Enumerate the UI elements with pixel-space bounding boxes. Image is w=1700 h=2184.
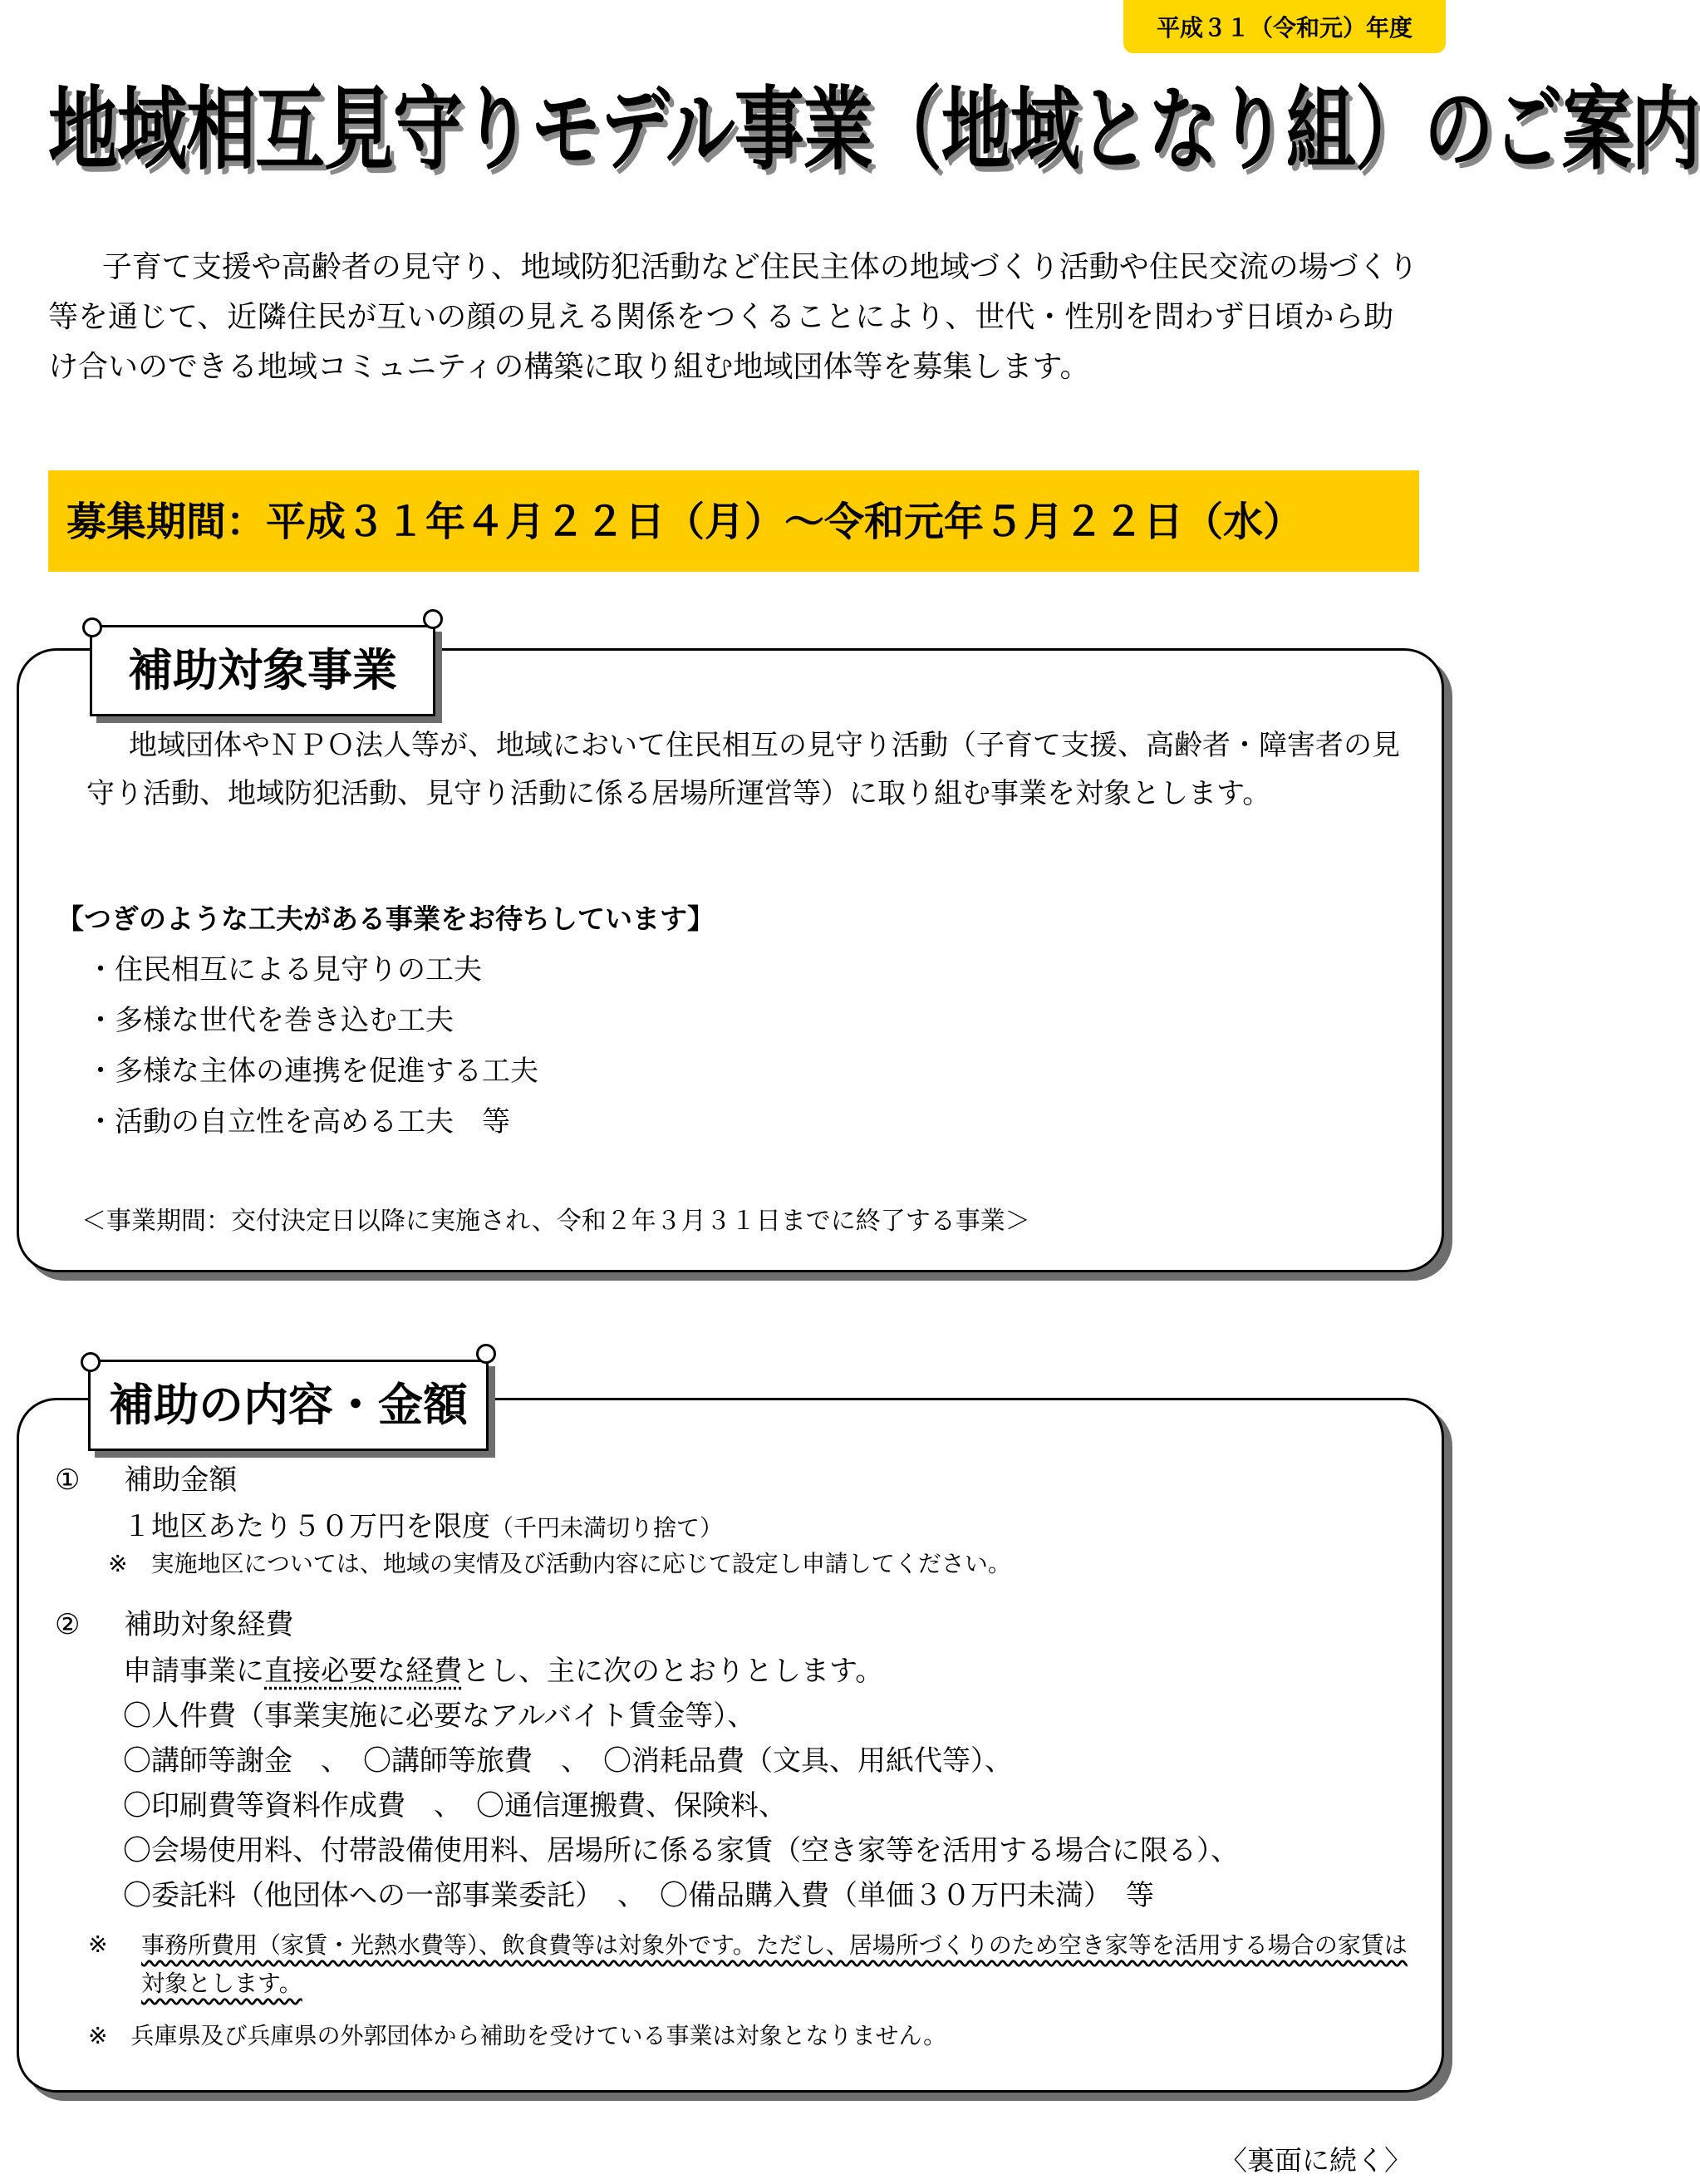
list-item: ・多様な世代を巻き込む工夫	[86, 1004, 454, 1037]
page-title: 地域相互見守りモデル事業（地域となり組）のご案内	[48, 76, 1700, 183]
item1-title	[55, 1456, 237, 1504]
heading-text: 補助の内容・金額	[109, 1379, 468, 1431]
scroll-curl-icon	[476, 1344, 496, 1364]
subsidy-limit: １地区あたり５０万円を限度	[123, 1510, 490, 1543]
list-item: 〇人件費（事業実施に必要なアルバイト賃金等）、	[123, 1699, 756, 1733]
list-item: 〇講師等謝金 、 〇講師等旅費 、 〇消耗品費（文具、用紙代等）、	[123, 1744, 1013, 1778]
scroll-curl-icon	[423, 609, 443, 629]
list-item: 〇会場使用料、付帯設備使用料、居場所に係る家賃（空き家等を活用する場合に限る）、	[123, 1834, 1239, 1867]
note-mark: ※	[88, 1931, 108, 1958]
scroll-curl-icon	[82, 617, 102, 637]
lead-text: とし、主に次のとおりとします。	[462, 1655, 884, 1688]
intro-paragraph: 子育て支援や高齢者の見守り、地域防犯活動など住民主体の地域づくり活動や住民交流の場づくり等を通じて、近隣住民が互いの顔の見える関係をつくることにより、世代・性別を問わず日頃から助け合いのできる地域コミュニティの構築に取り組む地域団体等を募集します。	[48, 250, 1418, 384]
project-period-note: ＜事業期間：交付決定日以降に実施され、令和２年３月３１日までに終了する事業＞	[81, 1207, 1030, 1236]
item2-lead	[123, 1647, 883, 1695]
item2-title	[55, 1601, 293, 1649]
fiscal-year-badge: 平成３１（令和元）年度	[1123, 0, 1446, 53]
item-number: ①	[55, 1463, 81, 1497]
item1-amount	[123, 1503, 723, 1552]
lead-emphasis: 直接必要な経費	[264, 1655, 462, 1688]
lead-text: 申請事業に	[123, 1655, 264, 1688]
scroll-curl-icon	[81, 1352, 101, 1372]
continued-on-back: 〈裏面に続く〉	[1220, 2144, 1412, 2177]
list-item: ・住民相互による見守りの工夫	[86, 953, 482, 986]
exclusion-note: ※ 兵庫県及び兵庫県の外郭団体から補助を受けている事業は対象となりません。	[88, 2022, 947, 2049]
section-subsidy-amount-heading	[88, 1360, 489, 1451]
item-title: 補助対象経費	[124, 1608, 294, 1641]
list-item: 〇印刷費等資料作成費 、 〇通信運搬費、保険料、	[123, 1789, 787, 1822]
rounding-note: （千円未満切り捨て）	[490, 1514, 724, 1542]
note-text: 事務所費用（家賃・光熱水費等）、飲食費等は対象外です。ただし、居場所づくりのため空き家等を活用する場合の家賃は対象とします。	[141, 1931, 1408, 1997]
section-target-projects-heading	[90, 625, 435, 716]
expense-list	[123, 1692, 1419, 1916]
list-item: 〇委託料（他団体への一部事業委託） 、 〇備品購入費（単価３０万円未満） 等	[123, 1879, 1154, 1912]
wanted-heading: 【つぎのような工夫がある事業をお待ちしています】	[57, 903, 715, 935]
item1-note: ※ 実施地区については、地域の実情及び活動内容に応じて設定し申請してください。	[108, 1550, 1011, 1577]
item-number: ②	[55, 1608, 81, 1641]
list-item: ・活動の自立性を高める工夫 等	[86, 1105, 510, 1139]
recruitment-period-banner: 募集期間：平成３１年４月２２日（月）～令和元年５月２２日（水）	[48, 470, 1419, 572]
heading-text: 補助対象事業	[128, 644, 397, 696]
wanted-list	[86, 946, 1333, 1149]
section1-description: 地域団体やＮＰＯ法人等が、地域において住民相互の見守り活動（子育て支援、高齢者・障害者の見守り活動、地域防犯活動、見守り活動に係る居場所運営等）に取り組む事業を対象とします。	[86, 729, 1400, 810]
excluded-costs-note	[88, 1926, 1417, 2003]
list-item: ・多様な主体の連携を促進する工夫	[86, 1055, 538, 1088]
item-title: 補助金額	[124, 1463, 238, 1497]
